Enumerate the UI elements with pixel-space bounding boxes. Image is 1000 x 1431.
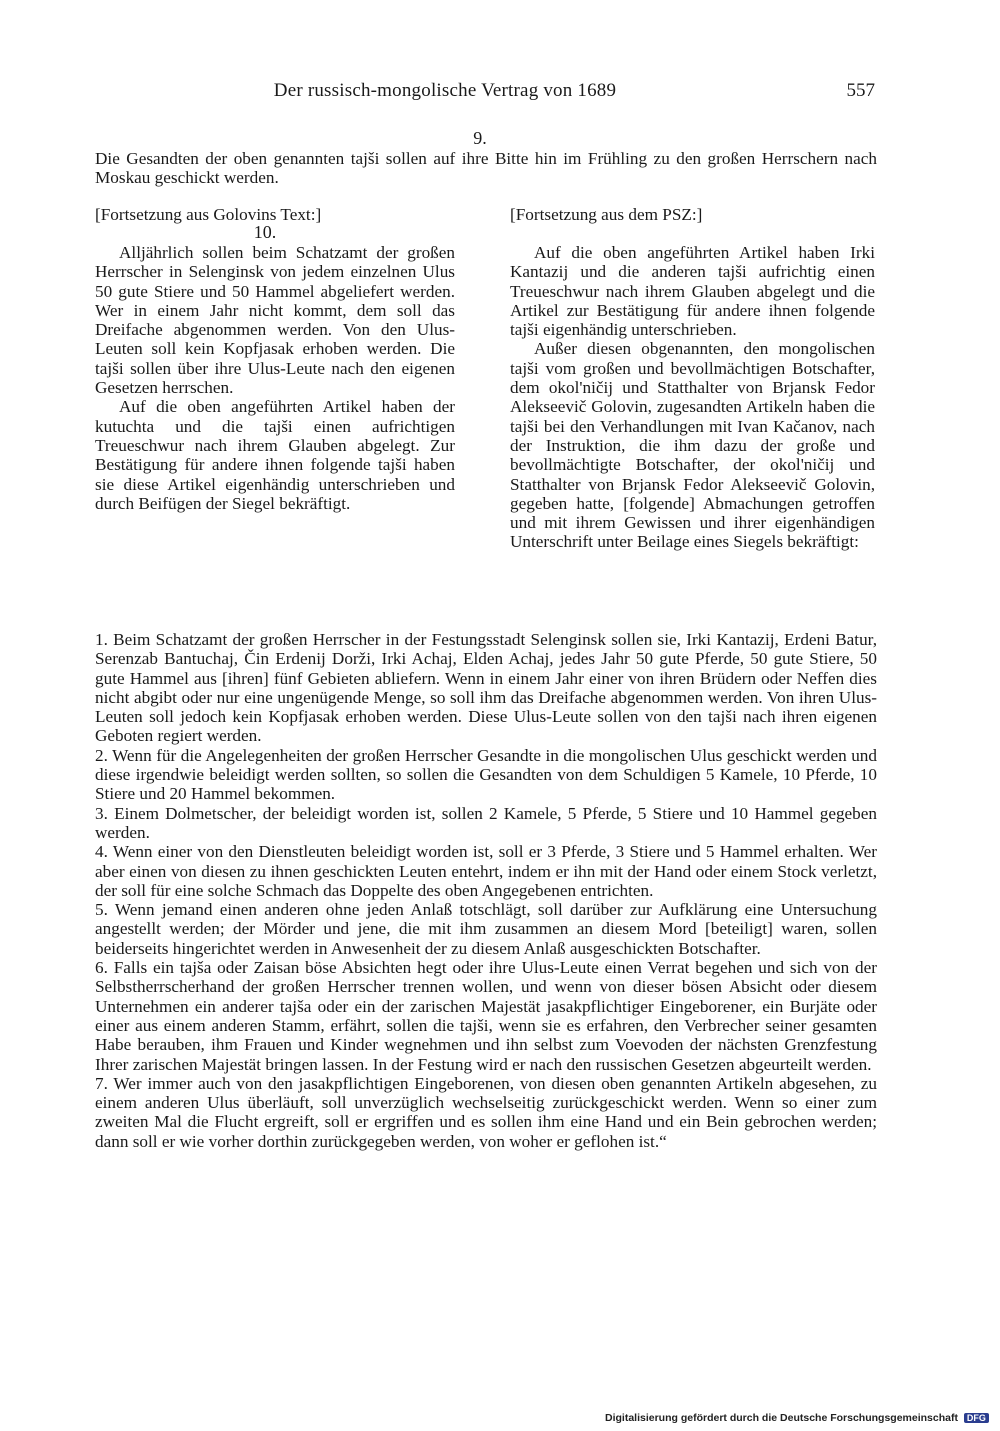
right-paragraph: Auf die oben angeführten Artikel haben Irki Kantazij und die anderen tajši aufrichtig einen Treueschwur nach ihrem Glauben abgelegt und die Artikel zur Bestätigung für andere ihnen folgende tajši eigenhändig unterschrieben. — [510, 243, 875, 340]
page-number: 557 — [846, 80, 875, 101]
page-header — [95, 80, 875, 108]
left-column-heading: [Fortsetzung aus Golovins Text:] — [95, 205, 322, 224]
section-9-number: 9. — [473, 128, 487, 148]
article-item: 4. Wenn einer von den Dienstleuten beleidigt worden ist, soll er 3 Pferde, 3 Stiere und 5 Hammel erhalten. Wer aber einen von diesen zu ihnen geschickten Leuten entehrt, indem er ihn mit der Hand oder einem Stock verletzt, der soll für eine solche Schmach das Doppelte des oben Angegebenen entrichten. — [95, 842, 877, 900]
digitization-footer — [605, 1412, 989, 1424]
section-10-number: 10. — [253, 222, 277, 242]
section-9-text: Die Gesandten der oben genannten tajši sollen auf ihre Bitte hin im Frühling zu den großen Herrschern nach Moskau geschickt werden. — [95, 149, 877, 188]
right-column — [510, 243, 875, 552]
article-item: 2. Wenn für die Angelegenheiten der großen Herrscher Gesandte in die mongolischen Ulus geschickt werden und diese irgendwie beleidigt werden sollten, so sollen die Gesandten von dem Schuldigen 5 Kamele, 10 Pferde, 10 Stiere und 20 Hammel bekommen. — [95, 745, 877, 804]
right-column-heading: [Fortsetzung aus dem PSZ:] — [510, 205, 703, 224]
left-paragraph: Alljährlich sollen beim Schatzamt der großen Herrscher in Selenginsk von jedem einzelnen Ulus 50 gute Stiere und 50 Hammel abgeliefert werden. Wer in einem Jahr nicht kommt, dem soll das Dreifache abgenommen werden. Von den Ulus-Leuten soll kein Kopfjasak erhoben werden. Die tajši sollen über ihre Ulus-Leute nach den eigenen Gesetzen herrschen. — [95, 243, 455, 398]
right-paragraph: Außer diesen obgenannten, den mongolischen tajši vom großen und bevollmächtigen Botschafter, dem okol'ničij und Statthalter von Brjansk Fedor Alekseevič Golovin, zugesandten Artikeln haben die tajši bei den Verhandlungen mit Ivan Kačanov, nach der Instruktion, die ihm dazu der große und bevollmächtigte Botschafter, der okol'ničij und Statthalter von Brjansk Fedor Alekseevič Golovin, gegeben hatte, [folgende] Abmachungen getroffen und mit ihrem Gewissen und ihrer eigenhändigen Unterschrift unter Beilage eines Siegels bekräftigt: — [510, 339, 875, 552]
dfg-logo: DFG — [964, 1413, 989, 1423]
article-item: 6. Falls ein tajša oder Zaisan böse Absichten hegt oder ihre Ulus-Leute einen Verrat begehen und sich von der Selbstherrscherhand der großen Herrscher trennen wollen, und wenn von dieser bösen Absicht oder diesem Unternehmen ein anderer tajša oder ein der zarischen Majestät jasakpflichtiger Eingeborener, ein Burjäte oder einer aus einem anderen Stamm, erfährt, sollen die tajši, wenn sie es erfahren, den Verbrecher seiner gesamten Habe berauben, ihm Frauen und Kinder wegnehmen und ihn selbst zum Voevoden der nächsten Grenzfestung Ihrer zarischen Majestät bringen lassen. In der Festung wird er nach den russischen Gesetzen abgeurteilt werden. — [95, 958, 877, 1074]
article-item: 5. Wenn jemand einen anderen ohne jeden Anlaß totschlägt, soll darüber zur Aufklärung eine Untersuchung angestellt werden; der Mörder und jene, die mit ihm zusammen an diesem Mord [beteiligt] waren, sollen beiderseits hingerichtet werden in Anwesenheit der zu diesem Anlaß ausgeschickten Botschafter. — [95, 900, 877, 958]
article-item: 1. Beim Schatzamt der großen Herrscher in der Festungsstadt Selenginsk sollen sie, Irki Kantazij, Erdeni Batur, Serenzab Bantuchaj, Čin Erdenij Dorži, Irki Achaj, Elden Achaj, jedes Jahr 50 gute Pferde, 50 gute Stiere, 50 gute Hammel aus [ihren] fünf Gebieten abliefern. Wenn in einem Jahr einer von ihren Brüdern oder Neffen dies nicht abgibt oder nur eine ungenügende Menge, so soll ihm das Dreifache abgenommen werden. Von ihren Ulus-Leuten soll jedoch kein Kopfjasak erhoben werden. Diese Ulus-Leute sollen von den tajši nach ihren eigenen Geboten regiert werden. — [95, 630, 877, 746]
running-title: Der russisch-mongolische Vertrag von 1689 — [273, 80, 617, 101]
left-column — [95, 243, 455, 513]
numbered-articles — [95, 630, 877, 1151]
article-item: 3. Einem Dolmetscher, der beleidigt worden ist, sollen 2 Kamele, 5 Pferde, 5 Stiere und 10 Hammel gegeben werden. — [95, 803, 877, 842]
footer-text: Digitalisierung gefördert durch die Deutsche Forschungsgemeinschaft — [605, 1412, 958, 1424]
left-paragraph: Auf die oben angeführten Artikel haben der kutuchta und die tajši einen aufrichtigen Treueschwur nach ihrem Glauben abgelegt. Zur Bestätigung für andere ihnen folgende tajši haben sie diese Artikel eigenhändig unterschrieben und durch Beifügen der Siegel bekräftigt. — [95, 397, 455, 513]
article-item: 7. Wer immer auch von den jasakpflichtigen Eingeborenen, von diesen oben genannten Artikeln abgesehen, zu einem anderen Ulus überläuft, soll unverzüglich wechselseitig zurückgeschickt werden. Wenn so einer zum zweiten Mal die Flucht ergreift, soll er ergriffen und es sollen ihm eine Hand und ein Bein gebrochen werden; dann soll er wie vorher dorthin zurückgegeben werden, von woher er geflohen ist.“ — [95, 1073, 877, 1151]
